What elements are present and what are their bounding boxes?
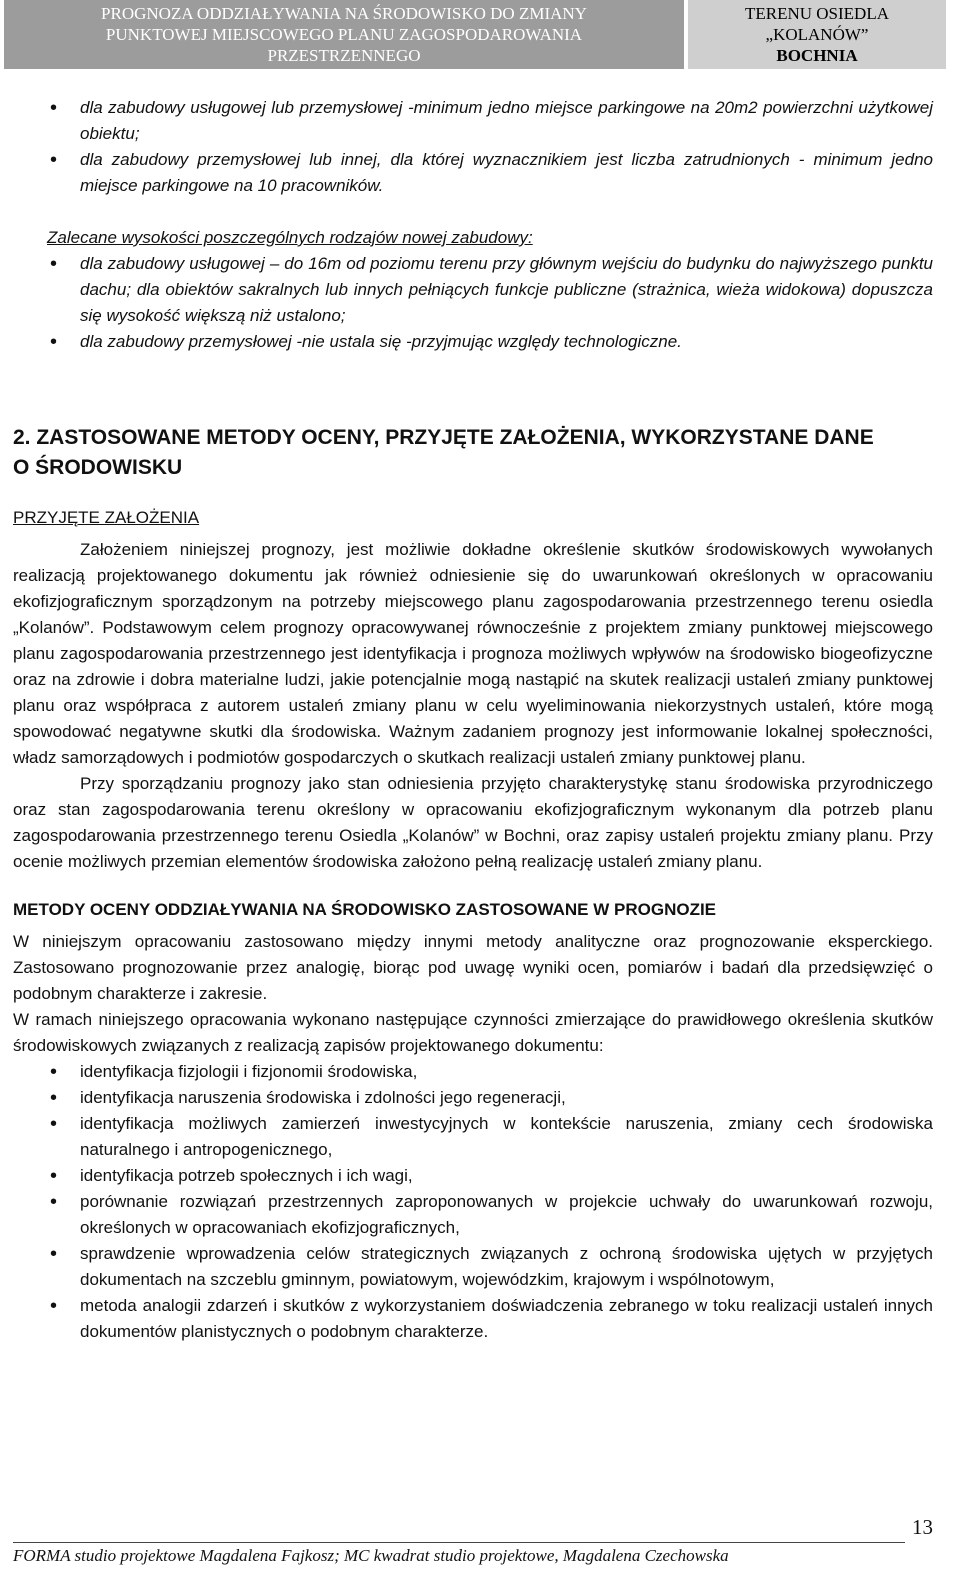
footer-divider xyxy=(13,1542,905,1543)
assumptions-paragraph: Przy sporządzaniu prognozy jako stan odniesienia przyjęto charakterystykę stanu środowiska przyrodniczego oraz stan zagospodarowania terenu określony w opracowaniu ekofizjograficznym wykonanym dla potrzeb planu zagospodarowania przestrzennego terenu Osiedla „Kolanów” w Bochni, oraz zapisy ustaleń projektu zmiany planu. Przy ocenie możliwych przemian elementów środowiska założono pełną realizację ustaleń zmiany planu. xyxy=(13,774,933,871)
header-location-line: „KOLANÓW” xyxy=(765,25,869,44)
parking-bullet-list xyxy=(13,95,933,199)
header-location-line: TERENU OSIEDLA xyxy=(744,4,889,23)
section-title-line: O ŚRODOWISKU xyxy=(13,456,183,479)
list-item: • porównanie rozwiązań przestrzennych zaproponowanych w projekcie uchwały do uwarunkowań rozwoju, określonych w opracowaniach ekofizjograficznych, xyxy=(13,1189,933,1241)
header-title-line: PROGNOZA ODDZIAŁYWANIA NA ŚRODOWISKO DO ZMIANY xyxy=(101,4,587,23)
methods-heading: METODY OCENY ODDZIAŁYWANIA NA ŚRODOWISKO ZASTOSOWANE W PROGNOZIE xyxy=(13,900,717,919)
assumptions-paragraph: Założeniem niniejszej prognozy, jest możliwie dokładne określenie skutków środowiskowych wywołanych realizacją projektowanego dokumentu jak również odniesienie się do uwarunkowań określonych w opracowaniu ekofizjograficznym sporządzonym na potrzeby miejscowego planu zagospodarowania przestrzennego terenu osiedla „Kolanów”. Podstawowym celem prognozy opracowywanej równocześnie z projektem zmiany punktowej miejscowego planu zagospodarowania przestrzennego jest identyfikacja i prognoza możliwych wpływów na środowisko biogeofizyczne oraz na zdrowie i dobra materialne ludzi, jakie potencjalnie mogą nastąpić na skutek realizacji ustaleń zmiany punktowej planu oraz współpraca z autorem ustaleń zmiany planu w celu wyeliminowania niekorzystnych ustaleń, które mogą spowodować negatywne skutki dla środowiska. Ważnym zadaniem prognozy jest informowanie lokalnej społeczności, władz samorządowych i podmiotów gospodarczych o skutkach realizacji ustaleń zmiany punktowej planu. xyxy=(13,540,933,767)
header-document-title xyxy=(4,0,684,69)
methods-bullet-list xyxy=(13,1059,933,1345)
list-item: • metoda analogii zdarzeń i skutków z wykorzystaniem doświadczenia zebranego w toku realizacji ustaleń innych dokumentów planistycznych o podobnym charakterze. xyxy=(13,1293,933,1345)
header-title-line: PRZESTRZENNEGO xyxy=(267,46,421,65)
page-header xyxy=(4,0,946,69)
header-location xyxy=(688,0,946,69)
heights-heading: Zalecane wysokości poszczególnych rodzajów nowej zabudowy: xyxy=(47,228,533,247)
heights-bullet-list xyxy=(13,251,933,355)
list-item: • identyfikacja naruszenia środowiska i zdolności jego regeneracji, xyxy=(13,1085,933,1111)
section-title-line: 2. ZASTOSOWANE METODY OCENY, PRZYJĘTE ZAŁOŻENIA, WYKORZYSTANE DANE xyxy=(13,426,874,449)
list-item: • dla zabudowy przemysłowej lub innej, dla której wyznacznikiem jest liczba zatrudnionych - minimum jedno miejsce parkingowe na 10 pracowników. xyxy=(13,147,933,199)
page-content xyxy=(13,95,933,1345)
header-title-line: PUNKTOWEJ MIEJSCOWEGO PLANU ZAGOSPODAROWANIA xyxy=(105,25,583,44)
list-item: • dla zabudowy usługowej lub przemysłowej -minimum jedno miejsce parkingowe na 20m2 powierzchni użytkowej obiektu; xyxy=(13,95,933,147)
list-item: • identyfikacja potrzeb społecznych i ich wagi, xyxy=(13,1163,933,1189)
methods-paragraph: W ramach niniejszego opracowania wykonano następujące czynności zmierzające do prawidłowego określenia skutków środowiskowych związanych z realizacją zapisów projektowanego dokumentu: xyxy=(13,1010,933,1055)
footer-credits: FORMA studio projektowe Magdalena Fajkosz; MC kwadrat studio projektowe, Magdalena Czechowska xyxy=(13,1546,729,1565)
list-item: • identyfikacja możliwych zamierzeń inwestycyjnych w kontekście naruszenia, zmiany cech środowiska naturalnego i antropogenicznego, xyxy=(13,1111,933,1163)
list-item: • dla zabudowy przemysłowej -nie ustala się -przyjmując względy technologiczne. xyxy=(13,329,933,355)
assumptions-heading: PRZYJĘTE ZAŁOŻENIA xyxy=(13,508,200,527)
page-number: 13 xyxy=(912,1515,933,1539)
list-item: • identyfikacja fizjologii i fizjonomii środowiska, xyxy=(13,1059,933,1085)
list-item: • dla zabudowy usługowej – do 16m od poziomu terenu przy głównym wejściu do budynku do najwyższego punktu dachu; dla obiektów sakralnych lub innych pełniących funkcje publiczne (strażnica, wieża widokowa) dopuszcza się wysokość większą niż ustalono; xyxy=(13,251,933,329)
header-location-line: BOCHNIA xyxy=(776,46,858,65)
section-title xyxy=(13,423,933,483)
methods-paragraph: W niniejszym opracowaniu zastosowano między innymi metody analityczne oraz prognozowanie eksperckiego. Zastosowano prognozowanie przez analogię, biorąc pod uwagę wyniki ocen, pomiarów i badań dla przedsięwzięć o podobnym charakterze i zakresie. xyxy=(13,932,933,1003)
list-item: • sprawdzenie wprowadzenia celów strategicznych związanych z ochroną środowiska ujętych w przyjętych dokumentach na szczeblu gminnym, powiatowym, wojewódzkim, krajowym i wspólnotowym, xyxy=(13,1241,933,1293)
